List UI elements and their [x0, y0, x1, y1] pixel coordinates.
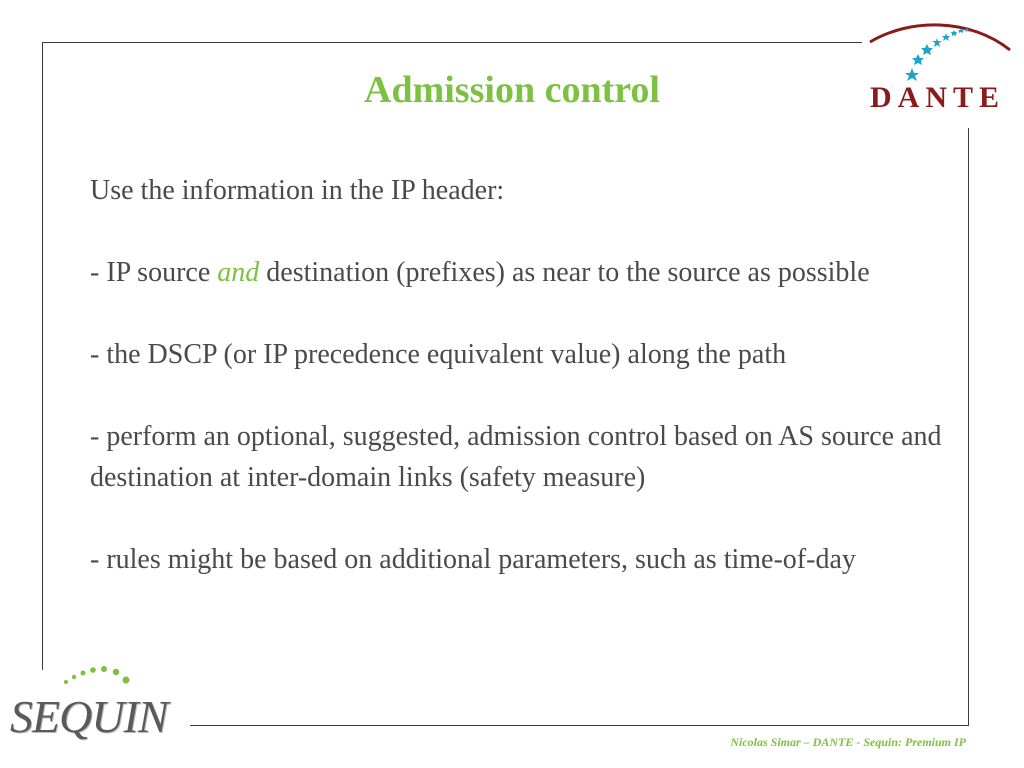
sequin-dots: [64, 666, 130, 684]
frame-left-line: [42, 42, 43, 670]
bullet1-emphasis: and: [217, 257, 260, 288]
footer-credit: Nicolas Simar – DANTE - Sequin: Premium IP: [730, 735, 966, 749]
bullet-rules: - rules might be based on additional parameters, such as time-of-day: [90, 544, 856, 575]
dante-arc: [870, 25, 1010, 50]
slide-title: Admission control: [364, 69, 660, 111]
bullet1-suffix: destination (prefixes) as near to the source as possible: [259, 257, 870, 288]
frame-right-line: [968, 128, 969, 726]
frame-bottom-line: [190, 725, 969, 726]
dante-logo-text: DANTE: [870, 81, 1006, 114]
intro-text: Use the information in the IP header:: [90, 175, 505, 206]
bullet-admission-control: - perform an optional, suggested, admission control based on AS source and destination at inter-domain links (safety measure): [90, 421, 942, 493]
bullet-dscp: - the DSCP (or IP precedence equivalent value) along the path: [90, 339, 787, 370]
sequin-logo-text: SEQUIN: [10, 691, 168, 742]
frame-top-line: [42, 42, 862, 43]
slide-body: [90, 170, 950, 621]
bullet1-prefix: - IP source: [90, 257, 218, 288]
bullet-ip-source: [90, 252, 950, 293]
